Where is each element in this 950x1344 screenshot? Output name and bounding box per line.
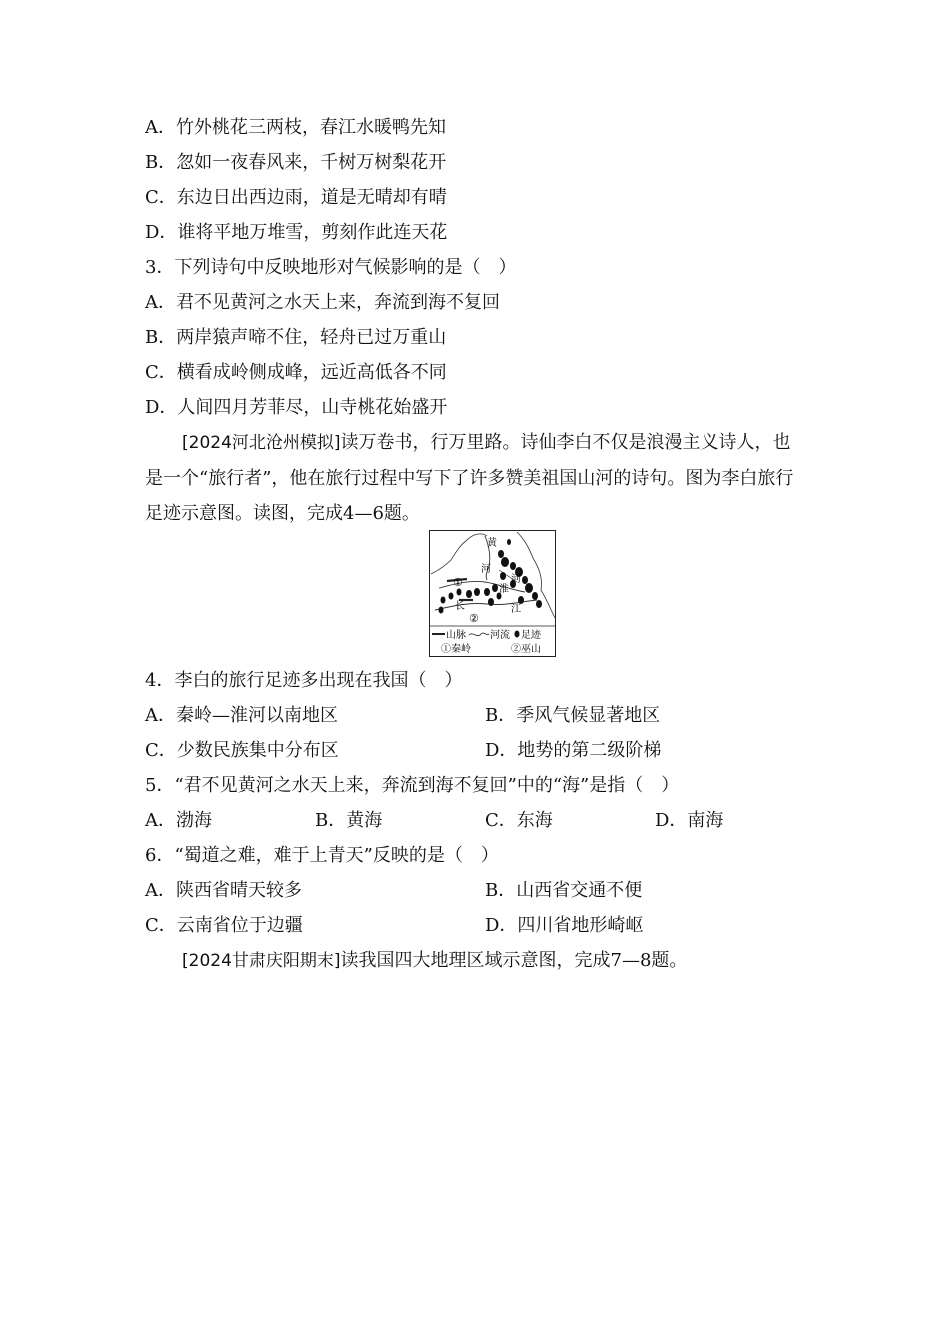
q4-stem: 4．李白的旅行足迹多出现在我国（ ）	[145, 670, 463, 691]
q6-option-c: C．云南省位于边疆	[145, 915, 303, 936]
legend-river: 河流	[490, 630, 510, 641]
q3-stem: 3．下列诗句中反映地形对气候影响的是（ ）	[145, 257, 517, 278]
q5-option-c: C．东海	[485, 810, 553, 831]
map-label-jiang: 江	[511, 604, 521, 615]
map-label-he-2: 河	[511, 574, 521, 585]
q3-option-c: C．横看成岭侧成峰，远近高低各不同	[145, 362, 447, 383]
map-label-chang: 长	[455, 601, 465, 612]
map-label-mark-2: ②	[469, 612, 479, 625]
q2-option-d: D．谁将平地万堆雪，剪刻作此连天花	[145, 222, 448, 243]
q4-option-d: D．地势的第二级阶梯	[485, 740, 662, 761]
q6-option-b: B．山西省交通不便	[485, 880, 643, 901]
li-bai-travel-map	[429, 530, 556, 657]
q2-option-c: C．东边日出西边雨，道是无晴却有晴	[145, 187, 447, 208]
passage-2-text: 读我国四大地理区域示意图，完成7—8题。	[340, 950, 688, 971]
map-label-he-1: 河	[481, 564, 491, 575]
q5-option-b: B．黄海	[315, 810, 383, 831]
q2-option-a: A．竹外桃花三两枝，春江水暖鸭先知	[145, 117, 446, 138]
passage-2-source-tag: [2024甘肃庆阳期末]	[182, 951, 341, 971]
q5-option-d: D．南海	[655, 810, 724, 831]
q3-option-d: D．人间四月芳菲尽，山寺桃花始盛开	[145, 397, 448, 418]
q3-option-a: A．君不见黄河之水天上来，奔流到海不复回	[145, 292, 500, 313]
q2-option-b: B．忽如一夜春风来，千树万树梨花开	[145, 152, 447, 173]
passage-1	[145, 425, 805, 531]
legend-wushan: ②巫山	[511, 644, 541, 655]
q5-option-a: A．渤海	[145, 810, 212, 831]
q6-option-a: A．陕西省晴天较多	[145, 880, 302, 901]
passage-1-source-tag: [2024河北沧州模拟]	[182, 433, 341, 453]
q4-option-c: C．少数民族集中分布区	[145, 740, 339, 761]
q3-option-b: B．两岸猿声啼不住，轻舟已过万重山	[145, 327, 447, 348]
passage-2	[182, 951, 687, 971]
q4-option-a: A．秦岭—淮河以南地区	[145, 705, 338, 726]
legend-footprint: 足迹	[521, 630, 541, 641]
map-label-mark-1: ①	[453, 576, 463, 589]
q6-stem: 6．“蜀道之难，难于上青天”反映的是（ ）	[145, 845, 499, 866]
q6-option-d: D．四川省地形崎岖	[485, 915, 644, 936]
map-label-huang: 黄	[487, 538, 497, 549]
q4-option-b: B．季风气候显著地区	[485, 705, 661, 726]
legend-mountain: 山脉	[446, 630, 466, 641]
passage-1-text: 读万卷书，行万里路。诗仙李白不仅是浪漫主义诗人，也是一个“旅行者”，他在旅行过程中写下了许多赞美祖国山河的诗句。图为李白旅行足迹示意图。读图，完成4—6题。	[145, 432, 794, 524]
map-label-huai: 淮	[499, 584, 509, 595]
q5-stem: 5．“君不见黄河之水天上来，奔流到海不复回”中的“海”是指（ ）	[145, 775, 680, 796]
legend-qinling: ①秦岭	[441, 644, 471, 655]
